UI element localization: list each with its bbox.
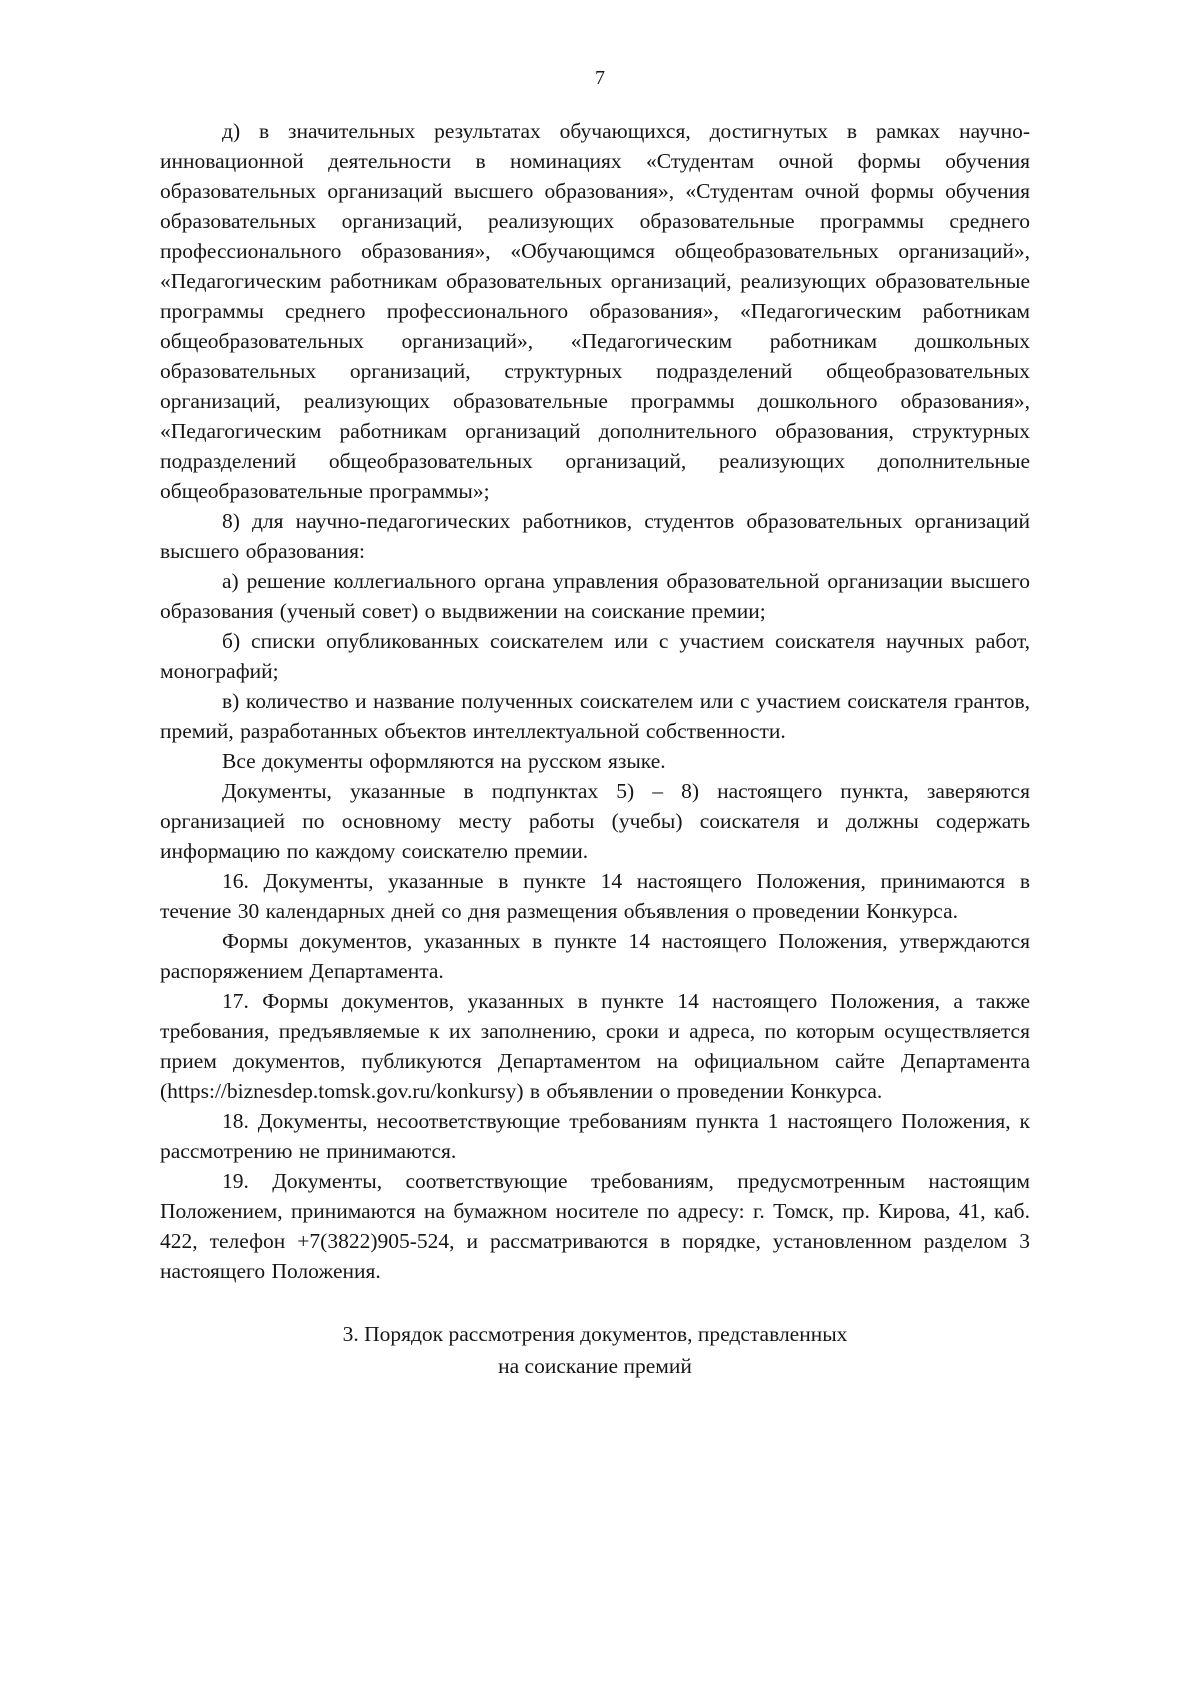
section-heading-line-1: 3. Порядок рассмотрения документов, представленных — [342, 1322, 848, 1346]
paragraph: Все документы оформляются на русском языке. — [222, 749, 666, 773]
page-number: 7 — [595, 67, 605, 89]
document-body — [160, 116, 1030, 1382]
paragraph: б) списки опубликованных соискателем или с участием соискателя научных работ, монографий; — [160, 629, 1030, 683]
paragraph: 16. Документы, указанные в пункте 14 настоящего Положения, принимаются в течение 30 календарных дней со дня размещения объявления о проведении Конкурса. — [160, 869, 1030, 923]
section-heading — [160, 1318, 1030, 1382]
paragraph: в) количество и название полученных соискателем или с участием соискателя грантов, премий, разработанных объектов интеллектуальной собственности. — [160, 689, 1030, 743]
section-heading-line-2: на соискание премий — [498, 1354, 692, 1378]
paragraph: Документы, указанные в подпунктах 5) – 8) настоящего пункта, заверяются организацией по основному месту работы (учебы) соискателя и должны содержать информацию по каждому соискателю премии. — [160, 779, 1030, 863]
paragraph: 8) для научно-педагогических работников, студентов образовательных организаций высшего образования: — [160, 509, 1030, 563]
paragraph: а) решение коллегиального органа управления образовательной организации высшего образования (ученый совет) о выдвижении на соискание премии; — [160, 569, 1030, 623]
paragraph: 18. Документы, несоответствующие требованиям пункта 1 настоящего Положения, к рассмотрению не принимаются. — [160, 1109, 1030, 1163]
paragraph: 19. Документы, соответствующие требованиям, предусмотренным настоящим Положением, принимаются на бумажном носителе по адресу: г. Томск, пр. Кирова, 41, каб. 422, телефон +7(3822)905-524, и рассматриваются в порядке, установленном разделом 3 настоящего Положения. — [160, 1169, 1030, 1283]
paragraph: д) в значительных результатах обучающихся, достигнутых в рамках научно-инновационной деятельности в номинациях «Студентам очной формы обучения образовательных организаций высшего образования», «Студентам очной формы обучения образовательных организаций, реализующих образовательные программы среднего профессионального образования», «Обучающимся общеобразовательных организаций», «Педагогическим работникам образовательных организаций, реализующих образовательные программы среднего профессионального образования», «Педагогическим работникам общеобразовательных организаций», «Педагогическим работникам дошкольных образовательных организаций, структурных подразделений общеобразовательных организаций, реализующих образовательные программы дошкольного образования», «Педагогическим работникам организаций дополнительного образования, структурных подразделений общеобразовательных организаций, реализующих дополнительные общеобразовательные программы»; — [160, 119, 1030, 503]
paragraph: 17. Формы документов, указанных в пункте 14 настоящего Положения, а также требования, предъявляемые к их заполнению, сроки и адреса, по которым осуществляется прием документов, публикуются Департаментом на официальном сайте Департамента (https://biznesdep.tomsk.gov.ru/konkursy) в объявлении о проведении Конкурса. — [160, 989, 1030, 1103]
paragraph: Формы документов, указанных в пункте 14 настоящего Положения, утверждаются распоряжением Департамента. — [160, 929, 1030, 983]
